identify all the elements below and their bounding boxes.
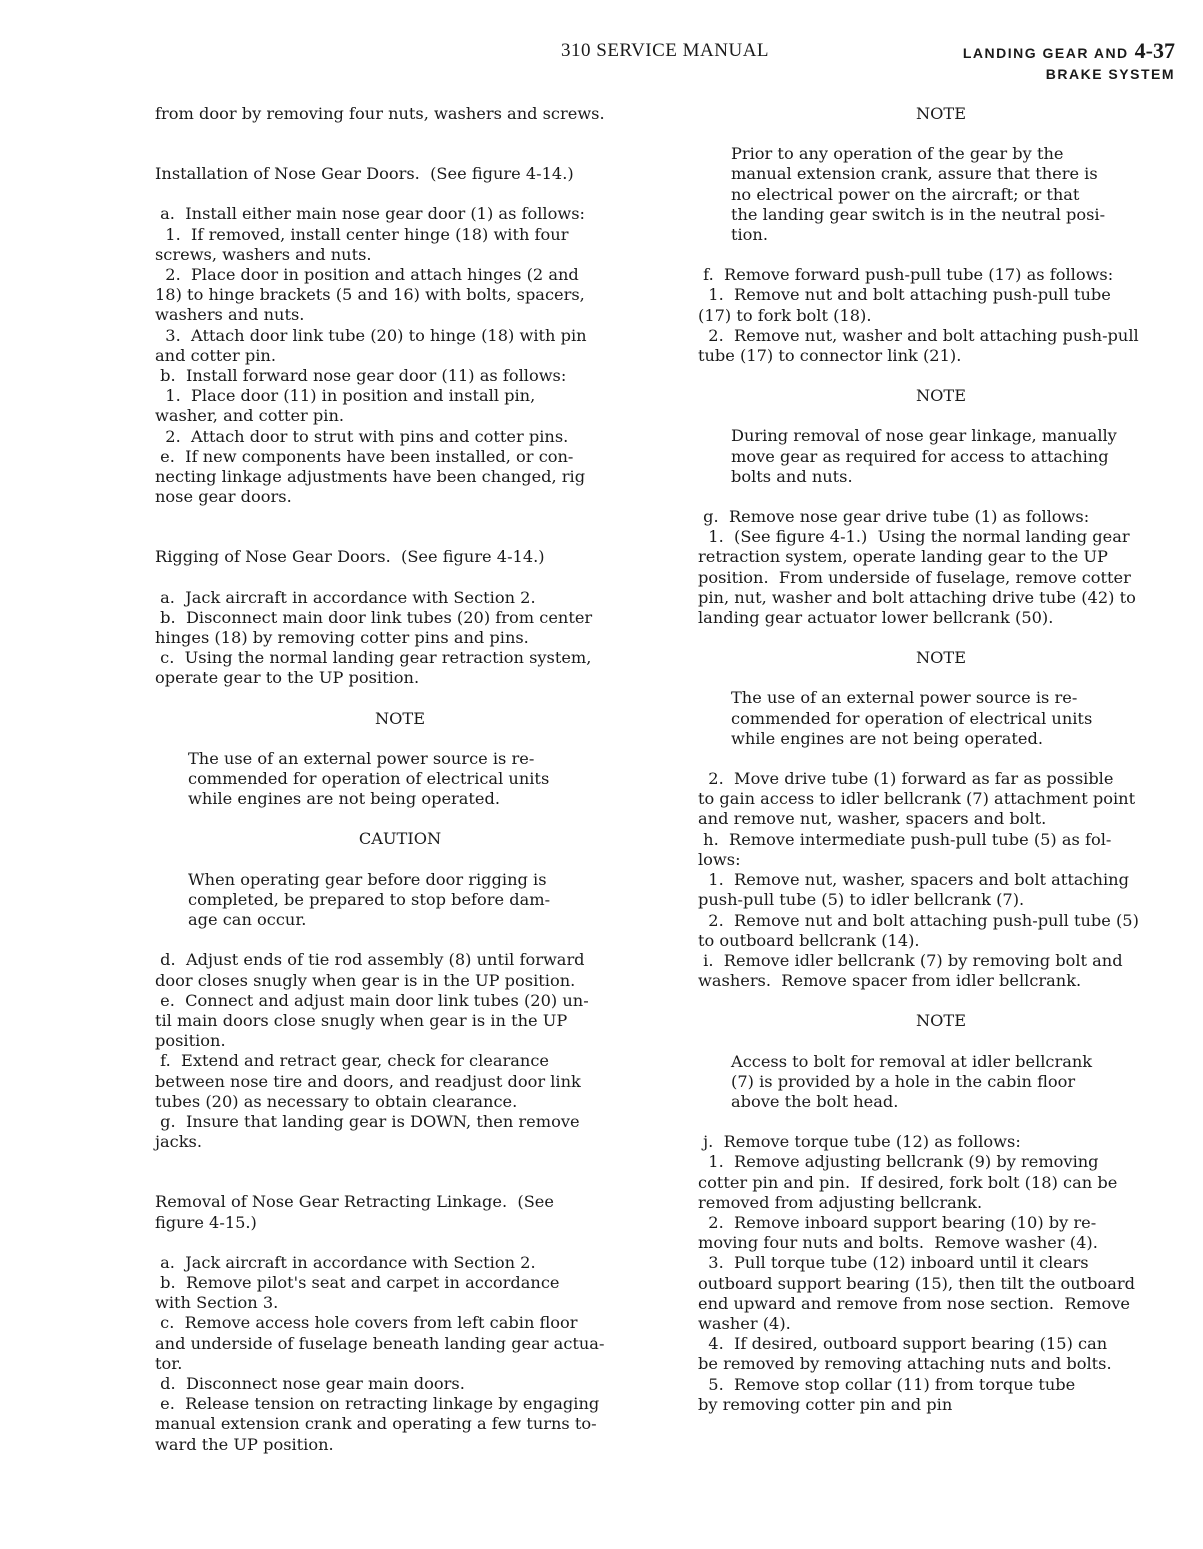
section-title-line1: LANDING GEAR AND	[962, 45, 1129, 61]
note-body: During removal of nose gear linkage, manually move gear as required for access to attaching bolts and nuts.	[731, 426, 1117, 486]
step: g. Remove nose gear drive tube (1) as follows:	[698, 507, 1090, 527]
step: 3. Attach door link tube (20) to hinge (18) with pin and cotter pin.	[155, 325, 587, 365]
step: c. Remove access hole covers from left cabin floor and underside of fuselage beneath landing gear actua- tor.	[155, 1313, 605, 1373]
step: 2. Attach door to strut with pins and cotter pins.	[155, 426, 569, 446]
note-heading: NOTE	[915, 1011, 967, 1031]
step: e. If new components have been installed, or con- necting linkage adjustments have been changed, rig nose gear doors.	[155, 446, 586, 507]
step: 2. Remove nut, washer and bolt attaching push-pull tube (17) to connector link (21).	[698, 325, 1139, 366]
step: c. Using the normal landing gear retraction system, operate gear to the UP position.	[155, 648, 592, 688]
note-heading: NOTE	[915, 648, 967, 668]
step: g. Insure that landing gear is DOWN, then remove jacks.	[155, 1111, 580, 1152]
step: 4. If desired, outboard support bearing (15) can be removed by removing attaching nuts and bolts.	[698, 1334, 1112, 1374]
note-heading: NOTE	[915, 104, 967, 123]
right-column	[698, 104, 1184, 1415]
left-column	[155, 104, 645, 1455]
step: j. Remove torque tube (12) as follows:	[698, 1132, 1021, 1152]
section-heading-rigging: Rigging of Nose Gear Doors. (See figure 4-14.)	[155, 547, 545, 567]
section-heading-installation: Installation of Nose Gear Doors. (See figure 4-14.)	[155, 164, 574, 184]
step: 2. Move drive tube (1) forward as far as possible to gain access to idler bellcrank (7) attachment point and remove nut, washer, spacers and bolt.	[698, 769, 1136, 829]
section-header	[963, 38, 1175, 82]
step: i. Remove idler bellcrank (7) by removing bolt and washers. Remove spacer from idler bellcrank.	[698, 950, 1123, 991]
note-heading: NOTE	[374, 708, 426, 728]
step: 2. Remove nut and bolt attaching push-pull tube (5) to outboard bellcrank (14).	[698, 910, 1139, 950]
step: 1. Remove nut, washer, spacers and bolt attaching push-pull tube (5) to idler bellcrank (7).	[698, 870, 1129, 910]
caution-heading: CAUTION	[358, 829, 442, 849]
section-title-line2: BRAKE SYSTEM	[1045, 66, 1175, 82]
note-body: The use of an external power source is re- commended for operation of electrical units while engines are not being operated.	[188, 748, 550, 809]
step: 1. (See figure 4-1.) Using the normal landing gear retraction system, operate landing gear to the UP position. From underside of fuselage, remove cotter pin, nut, washer and bolt attaching drive tube (42) to landing gear actuator lower bellcrank (50).	[698, 527, 1136, 628]
step: a. Jack aircraft in accordance with Section 2.	[155, 587, 536, 607]
step: f. Remove forward push-pull tube (17) as follows:	[698, 265, 1114, 285]
step: 2. Place door in position and attach hinges (2 and 18) to hinge brackets (5 and 16) with bolts, spacers, washers and nuts.	[155, 265, 585, 325]
step: d. Adjust ends of tie rod assembly (8) until forward door closes snugly when gear is in the UP position.	[155, 950, 585, 990]
step: f. Extend and retract gear, check for clearance between nose tire and doors, and readjust door link tubes (20) as necessary to obtain clearance.	[155, 1051, 581, 1111]
note-body: Prior to any operation of the gear by the manual extension crank, assure that there is no electrical power on the aircraft; or that the landing gear switch is in the neutral posi- tion.	[731, 144, 1106, 245]
note-heading: NOTE	[915, 386, 967, 406]
note-body: The use of an external power source is re- commended for operation of electrical units while engines are not being operated.	[731, 688, 1093, 748]
step: h. Remove intermediate push-pull tube (5) as fol- lows:	[698, 829, 1112, 869]
step: 1. Remove nut and bolt attaching push-pull tube (17) to fork bolt (18).	[698, 285, 1111, 325]
note-body: Access to bolt for removal at idler bellcrank (7) is provided by a hole in the cabin floor above the bolt head.	[731, 1051, 1093, 1111]
step: e. Release tension on retracting linkage by engaging manual extension crank and operating a few turns to- ward the UP position.	[155, 1394, 600, 1454]
step: a. Jack aircraft in accordance with Section 2.	[155, 1252, 536, 1272]
step: 2. Remove inboard support bearing (10) by re- moving four nuts and bolts. Remove washer (4).	[698, 1212, 1098, 1253]
step: 1. Remove adjusting bellcrank (9) by removing cotter pin and pin. If desired, fork bolt (18) can be removed from adjusting bellcrank.	[698, 1152, 1118, 1212]
step: 5. Remove stop collar (11) from torque tube by removing cotter pin and pin	[698, 1374, 1076, 1414]
step: 1. Place door (11) in position and install pin, washer, and cotter pin.	[155, 386, 536, 426]
step: 1. If removed, install center hinge (18) with four screws, washers and nuts.	[155, 224, 569, 264]
caution-body: When operating gear before door rigging is completed, be prepared to stop before dam- age can occur.	[188, 869, 551, 930]
step: 3. Pull torque tube (12) inboard until it clears outboard support bearing (15), then tilt the outboard end upward and remove from nose section. Remove washer (4).	[698, 1253, 1136, 1333]
step: e. Connect and adjust main door link tubes (20) un- til main doors close snugly when gear is in the UP position.	[155, 990, 589, 1051]
step: b. Disconnect main door link tubes (20) from center hinges (18) by removing cotter pins and pins.	[155, 607, 593, 648]
page-number: 4-37	[1134, 38, 1175, 63]
section-heading-removal: Removal of Nose Gear Retracting Linkage. (See figure 4-15.)	[155, 1192, 554, 1232]
step: b. Install forward nose gear door (11) as follows:	[155, 366, 567, 386]
manual-title: 310 SERVICE MANUAL	[561, 40, 770, 61]
step: a. Install either main nose gear door (1) as follows:	[155, 204, 585, 224]
paragraph: from door by removing four nuts, washers and screws.	[155, 104, 605, 123]
step: b. Remove pilot's seat and carpet in accordance with Section 3.	[155, 1272, 560, 1313]
step: d. Disconnect nose gear main doors.	[155, 1373, 465, 1393]
